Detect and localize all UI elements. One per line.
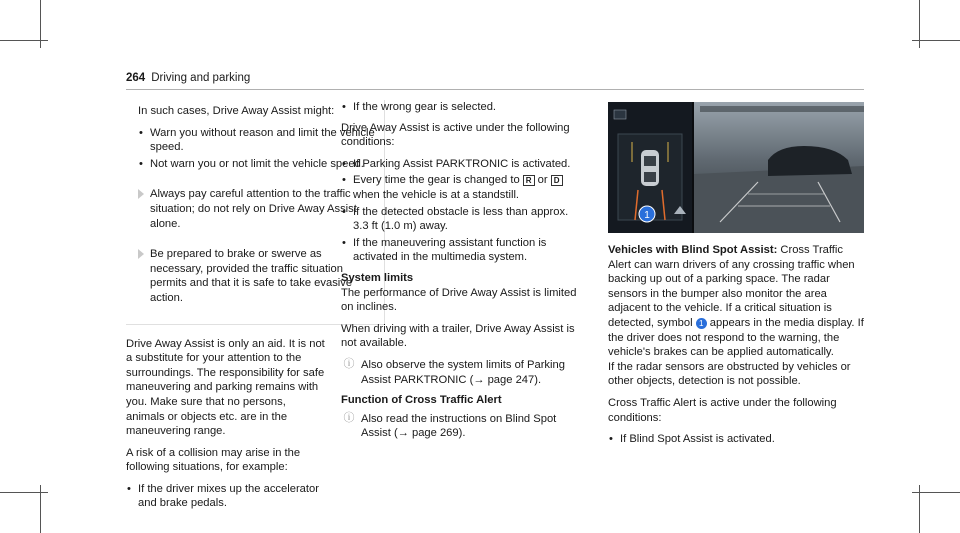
note-text: Also read the instructions on Blind Spot Assist (→ page 269). (361, 412, 557, 440)
text: Every time the gear is changed to (353, 174, 520, 187)
info-icon: ⓘ (343, 411, 355, 424)
list-item: • Warn you without reason and limit the vehicle speed. (138, 126, 376, 155)
list-item: • If Parking Assist PARKTRONIC is activated. (341, 157, 581, 172)
note (341, 412, 581, 441)
crop-mark (912, 492, 960, 493)
crop-mark (912, 40, 960, 41)
intro-text: In such cases, Drive Away Assist might: (138, 105, 335, 117)
warning-item (126, 247, 376, 305)
heading: Vehicles with Blind Spot Assist: (608, 244, 778, 256)
list-item (341, 173, 581, 202)
list-item: • If the maneuvering assistant function is activated in the multimedia system. (341, 236, 581, 265)
list-item: • If Blind Spot Assist is activated. (608, 432, 866, 447)
bullet-list (341, 100, 581, 115)
text: when the vehicle is at a standstill. (353, 188, 520, 201)
paragraph: A risk of a collision may arise in the following situations, for example: (126, 446, 301, 474)
page-header (126, 72, 250, 84)
subheading: Function of Cross Traffic Alert (341, 394, 502, 407)
text: or (537, 174, 548, 187)
paragraph: When driving with a trailer, Drive Away Assist is not available. (341, 322, 575, 350)
warning-item (126, 187, 376, 231)
paragraph: Drive Away Assist is only an aid. It is not a substitute for your attention to the surroundings. The responsibility for safe maneuvering and parking remains with you. Make sure that no persons, animals or objects etc. are in the maneuvering range. (126, 337, 325, 438)
gear-d-icon: D (551, 175, 563, 186)
list-item: • If the detected obstacle is less than approx. 3.3 ft (1.0 m) away. (341, 205, 581, 234)
arrow-icon (138, 189, 144, 199)
paragraph: The performance of Drive Away Assist is limited on inclines. (341, 286, 577, 314)
page-number: 264 (126, 72, 146, 84)
arrow-icon (138, 249, 144, 259)
camera-display-image (608, 102, 864, 233)
list-item: • If the wrong gear is selected. (341, 100, 581, 115)
paragraph (608, 243, 866, 360)
paragraph: Drive Away Assist is active under the following conditions: (341, 121, 570, 149)
column-1 (126, 100, 375, 517)
warning-text: Always pay careful attention to the traffic situation; do not rely on Drive Away Assist alone. (150, 188, 357, 230)
subheading: System limits (341, 271, 414, 284)
note-text: Also observe the system limits of Parking Assist PARKTRONIC (→ page 247). (361, 358, 565, 386)
crop-mark (0, 40, 48, 41)
info-icon: ⓘ (343, 357, 355, 370)
paragraph: If the radar sensors are obstructed by vehicles or other objects, detection is not possible. (608, 360, 851, 388)
crop-mark (0, 492, 48, 493)
list-item: • If the driver mixes up the accelerator and brake pedals. (126, 482, 326, 511)
column-2 (341, 100, 581, 447)
callout-label: 1 (644, 210, 650, 221)
bullet-list (126, 482, 326, 511)
section-title: Driving and parking (151, 72, 251, 84)
text: appears in the media display. If the driver does not respond to the warning, the vehicle's brakes can be applied automatically. (608, 316, 864, 359)
header-divider (126, 89, 864, 90)
text: Cross Traffic Alert can warn drivers of any crossing traffic when backing up out of a parking space. The radar sensors in the bumper also monitor the area adjacent to the vehicle. If a critical situation is detected, symbol (608, 244, 855, 329)
note (341, 358, 581, 387)
bullet-list (341, 157, 581, 265)
gear-r-icon: R (523, 175, 535, 186)
column-3 (608, 243, 866, 453)
bullet-list (608, 432, 866, 447)
camera-view-graphic (608, 102, 864, 233)
list-item: • Not warn you or not limit the vehicle speed. (138, 157, 376, 172)
paragraph: Cross Traffic Alert is active under the following conditions: (608, 396, 837, 424)
warning-text: Be prepared to brake or swerve as necessary, provided the traffic situation permits and that it is safe to take evasive action. (150, 248, 353, 304)
alert-symbol-icon: 1 (696, 318, 707, 329)
